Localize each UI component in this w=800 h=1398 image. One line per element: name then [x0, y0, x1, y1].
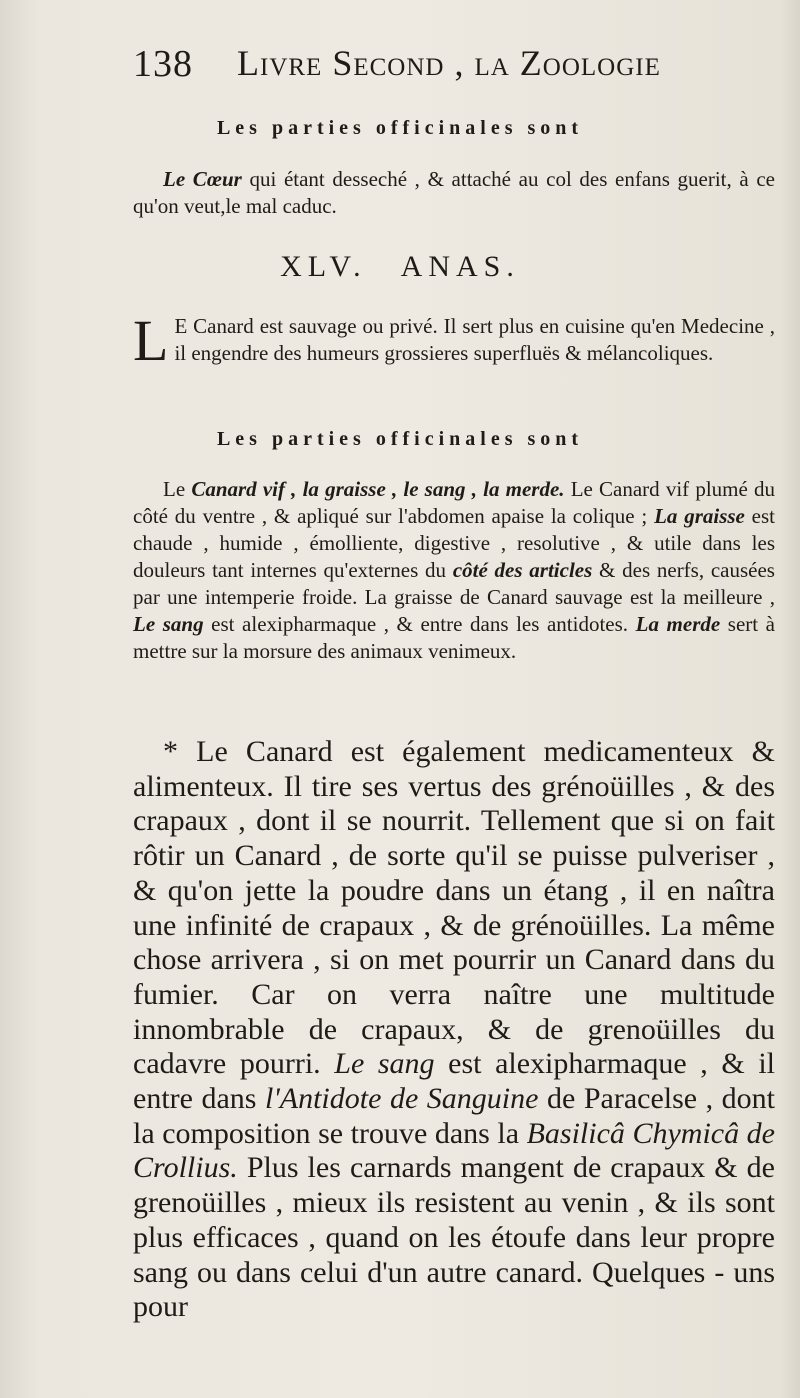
chapter-number: XLV.	[280, 250, 367, 283]
term-coeur: Le Cœur	[163, 167, 242, 191]
text-nerfs: & des nerfs, causées par une intemperie froide. La graisse de Canard sauvage est la meilleure ,	[133, 558, 775, 609]
text-merde: sert à mettre sur la morsure des animaux venimeux.	[133, 612, 775, 663]
drop-cap: L	[133, 308, 169, 373]
asterisk-mark: *	[163, 735, 178, 768]
term-merde: La merde	[635, 612, 721, 636]
section-heading-coeur: Les parties officinales sont	[216, 117, 584, 139]
term-list: Canard vif , la graisse , le sang , la merde.	[191, 477, 565, 501]
term-graisse: La graisse	[654, 504, 745, 528]
text-sang: est alexipharmaque , & entre dans les antidotes.	[203, 612, 636, 636]
term-basilica: Basilicâ Chymicâ de Crollius.	[133, 1116, 775, 1185]
text-canard-vif: Le Canard vif plumé du côté du ventre , & apliqué sur l'abdomen apaise la colique ;	[133, 477, 775, 528]
running-header	[133, 42, 773, 92]
text-anas-intro: E Canard est sauvage ou privé. Il sert plus en cuisine qu'en Medecine , il engendre des humeurs grossieres superfluës & mélancoliques.	[174, 314, 775, 365]
paragraph-anas-intro	[133, 308, 775, 373]
text-commentary-2: est alexipharmaque , & il entre dans	[133, 1047, 775, 1116]
chapter-title	[0, 250, 800, 284]
term-le-sang: Le sang	[334, 1047, 435, 1081]
chapter-name: ANAS.	[400, 250, 520, 283]
term-sang: Le sang	[133, 612, 204, 636]
paragraph-coeur	[133, 166, 775, 220]
section-heading-canard: Les parties officinales sont	[216, 428, 584, 450]
text-commentary-1: Le Canard est également medicamenteux & alimenteux. Il tire ses vertus des grénoüilles , & des crapaux , dont il se nourrit. Tellement que si on fait rôtir un Canard , de sorte qu'il se puisse pulveriser , & qu'on jette la poudre dans un étang , il en naîtra une infinité de crapaux , & de grénoüilles. La même chose arrivera , si on met pourrir un Canard dans du fumier. Car on verra naître une multitude innombrable de crapaux, & de grenoüilles du cadavre pourri.	[133, 735, 775, 1081]
running-title: Livre Second , la Zoologie	[237, 43, 661, 83]
text-commentary-4: Plus les carnards mangent de crapaux & de grenoüilles , mieux ils resistent au venin , & ils sont plus efficaces , quand on les étoufe dans leur propre sang ou dans celui d'un autre canard. Quelques - uns pour	[133, 1151, 775, 1324]
term-cote-articles: côté des articles	[452, 558, 593, 582]
text-le: Le	[163, 477, 192, 501]
text-graisse: est chaude , humide , émolliente, digestive , resolutive , & utile dans les douleurs tant internes qu'externes du	[133, 504, 776, 582]
paragraph-commentary	[133, 735, 775, 1325]
term-antidote: l'Antidote de Sanguine	[265, 1082, 539, 1116]
page-number: 138	[133, 43, 193, 85]
paragraph-parties	[133, 476, 775, 665]
text-coeur: qui étant desseché , & attaché au col des enfans guerit, à ce qu'on veut,le mal caduc.	[133, 167, 775, 218]
text-commentary-3: de Paracelse , dont la composition se trouve dans la	[133, 1082, 775, 1150]
